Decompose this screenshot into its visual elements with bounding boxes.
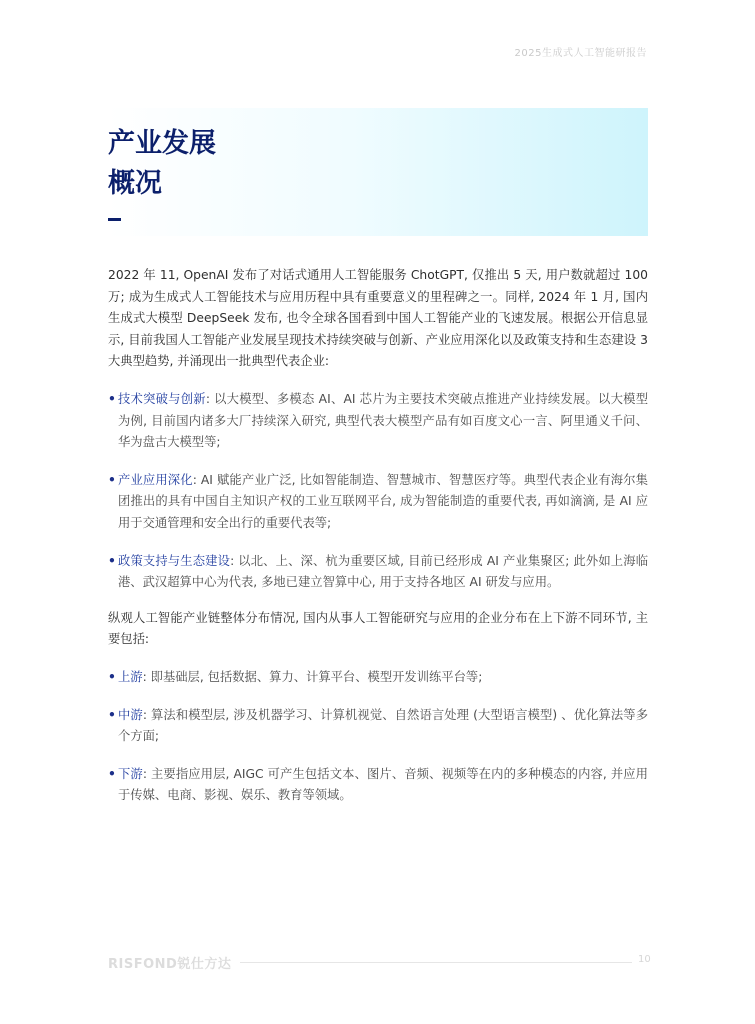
bullet-icon: • bbox=[108, 766, 116, 781]
trend-term: 政策支持与生态建设 bbox=[118, 553, 231, 568]
chain-term: 上游 bbox=[118, 669, 143, 684]
list-item bbox=[108, 470, 648, 535]
section-title-line1: 产业发展 bbox=[108, 128, 216, 159]
list-item bbox=[108, 705, 648, 748]
chain-text: : 算法和模型层, 涉及机器学习、计算机视觉、自然语言处理 (大型语言模型) 、优化算法等多个方面; bbox=[118, 707, 648, 744]
section-title-line2: 概况 bbox=[108, 168, 162, 199]
chain-text: : 即基础层, 包括数据、算力、计算平台、模型开发训练平台等; bbox=[142, 669, 483, 684]
bullet-icon: • bbox=[108, 553, 116, 568]
trend-term: 技术突破与创新 bbox=[118, 391, 206, 406]
chain-text: : 主要指应用层, AIGC 可产生包括文本、图片、音频、视频等在内的多种模态的内容, 并应用于传媒、电商、影视、娱乐、教育等领域。 bbox=[118, 766, 648, 803]
chain-term: 中游 bbox=[118, 707, 143, 722]
chain-term: 下游 bbox=[118, 766, 143, 781]
report-header-title: 2025生成式人工智能研报告 bbox=[514, 48, 647, 59]
bullet-icon: • bbox=[108, 669, 116, 684]
bullet-icon: • bbox=[108, 391, 116, 406]
list-item bbox=[108, 389, 648, 454]
list-item bbox=[108, 551, 648, 594]
footer-divider bbox=[240, 962, 632, 963]
chain-list bbox=[108, 667, 648, 807]
list-item bbox=[108, 667, 648, 689]
list-item bbox=[108, 764, 648, 807]
title-underline-dash bbox=[108, 218, 121, 221]
trend-list bbox=[108, 389, 648, 594]
bullet-icon: • bbox=[108, 707, 116, 722]
trend-text: : AI 赋能产业广泛, 比如智能制造、智慧城市、智慧医疗等。典型代表企业有海尔集团推出的具有中国自主知识产权的工业互联网平台, 成为智能制造的重要代表, 再如滴滴, 是 AI 应用于交通管理和安全出行的重要代表等; bbox=[118, 472, 648, 530]
trend-term: 产业应用深化 bbox=[118, 472, 193, 487]
section-title bbox=[108, 124, 216, 204]
main-content bbox=[108, 265, 648, 807]
intro-paragraph: 2022 年 11, OpenAI 发布了对话式通用人工智能服务 ChotGPT, 仅推出 5 天, 用户数就超过 100 万; 成为生成式人工智能技术与应用历程中具有重要意义的里程碑之一。同样, 2024 年 1 月, 国内生成式大模型 DeepSeek 发布, 也令全球各国看到中国人工智能产业的飞速发展。根据公开信息显示, 目前我国人工智能产业发展呈现技术持续突破与创新、产业应用深化以及政策支持和生态建设 3 大典型趋势, 并涌现出一批典型代表企业: bbox=[108, 268, 648, 369]
chain-intro-paragraph: 纵观人工智能产业链整体分布情况, 国内从事人工智能研究与应用的企业分布在上下游不同环节, 主要包括: bbox=[108, 610, 648, 647]
page-number: 10 bbox=[638, 954, 651, 965]
trend-text: : 以北、上、深、杭为重要区域, 目前已经形成 AI 产业集聚区; 此外如上海临港、武汉超算中心为代表, 多地已建立智算中心, 用于支持各地区 AI 研发与应用。 bbox=[118, 553, 648, 590]
bullet-icon: • bbox=[108, 472, 116, 487]
trend-text: : 以大模型、多模态 AI、AI 芯片为主要技术突破点推进产业持续发展。以大模型为例, 目前国内诸多大厂持续深入研究, 典型代表大模型产品有如百度文心一言、阿里通义千问、华为盘古大模型等; bbox=[118, 391, 648, 450]
footer-logo: RISFOND锐仕方达 bbox=[108, 957, 232, 972]
